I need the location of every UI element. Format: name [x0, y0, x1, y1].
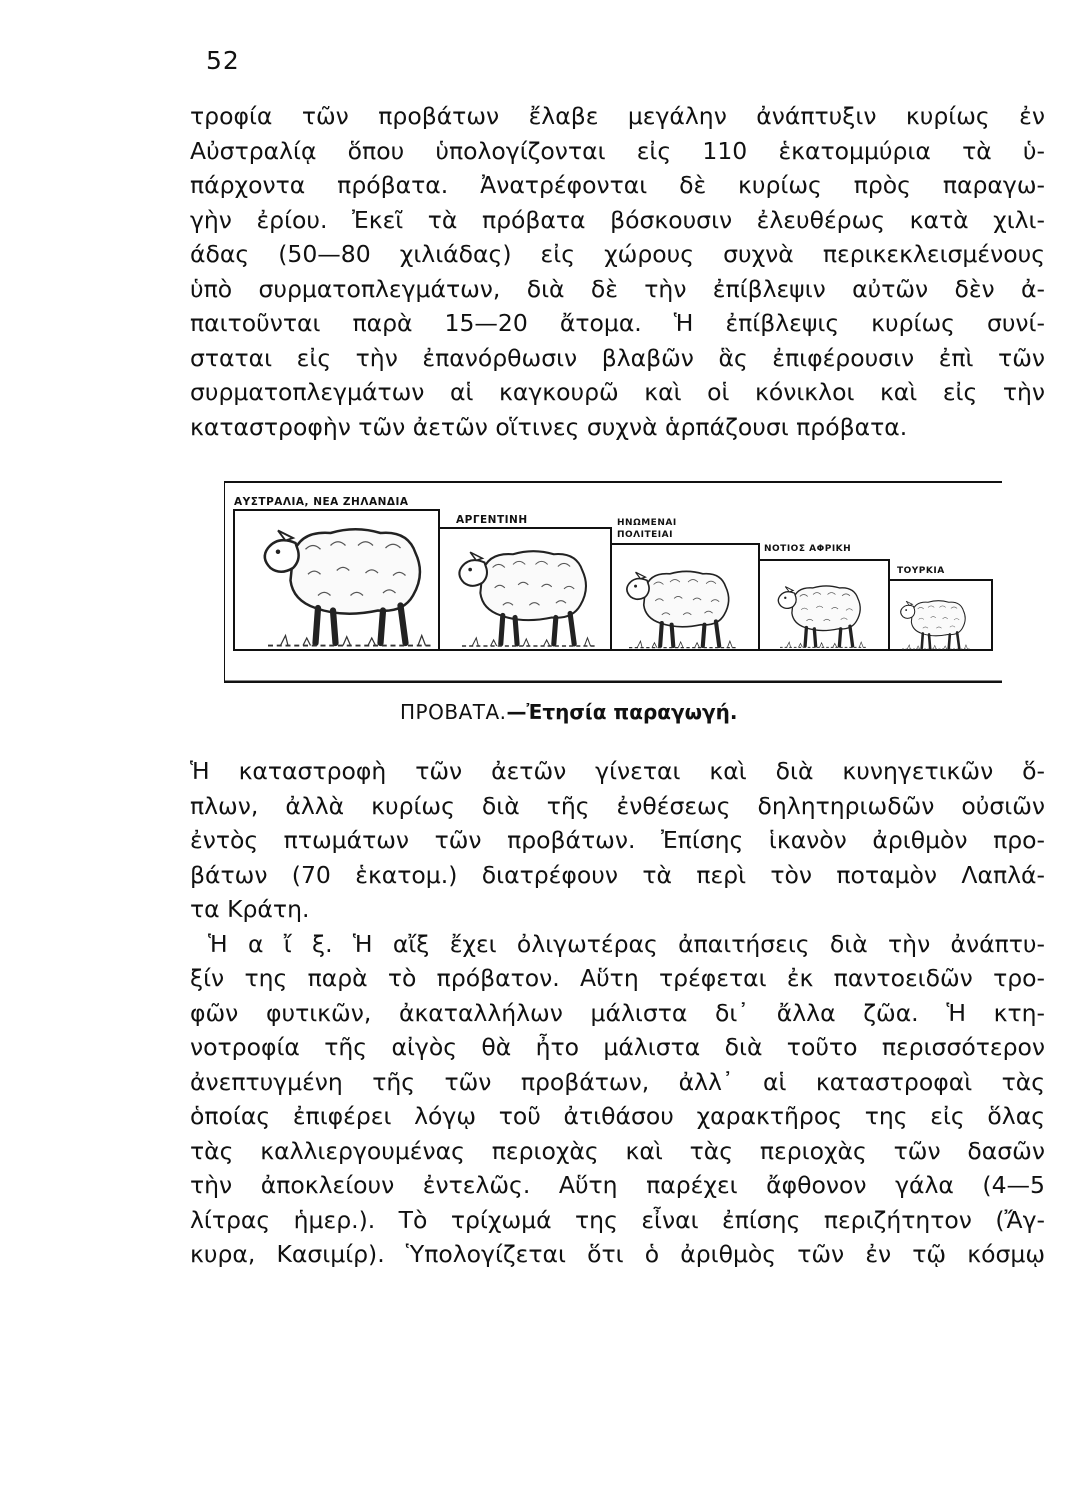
text-line: καταστροφὴν τῶν ἀετῶν οἵτινες συχνὰ ἁρπάζουσι πρόβατα.: [190, 412, 908, 441]
text-line: λίτρας ἡμερ.). Τὸ τρίχωμά της εἶναι ἐπίσης περιζήτητον (Ἄγ-: [190, 1205, 1045, 1234]
text-line: τα Κράτη.: [190, 895, 310, 923]
paragraph-bottom: [190, 754, 1045, 1272]
page-number: 52: [206, 46, 240, 75]
label-usa-line2: ΠΟΛΙΤΕΙΑΙ: [617, 530, 673, 540]
caption-subtitle: —Ἐτησία παραγωγή.: [506, 700, 738, 724]
text-line: βάτων (70 ἑκατομ.) διατρέφουν τὰ περὶ τὸν ποταμὸν Λαπλά-: [190, 860, 1045, 889]
text-line: γὴν ἐρίου. Ἐκεῖ τὰ πρόβατα βόσκουσιν ἐλευθέρως κατὰ χιλι-: [190, 205, 1045, 234]
text-line: άδας (50—80 χιλιάδας) εἰς χώρους συχνὰ περικεκλεισμένους: [190, 240, 1045, 268]
label-turkey: ΤΟΥΡΚΙΑ: [897, 566, 945, 576]
text-line: ὑπὸ συρματοπλεγμάτων, διὰ δὲ τὴν ἐπίβλεψιν αὐτῶν δὲν ἀ-: [190, 274, 1045, 303]
text-line: ἐντὸς πτωμάτων τῶν προβάτων. Ἐπίσης ἱκανὸν ἀριθμὸν προ-: [190, 826, 1045, 854]
text-line: Ἡ καταστροφὴ τῶν ἀετῶν γίνεται καὶ διὰ κυνηγετικῶν ὅ-: [190, 757, 1045, 785]
text-line: συρματοπλεγμάτων αἱ καγκουρῶ καὶ οἱ κόνικλοι καὶ εἰς τὴν: [190, 378, 1045, 406]
sheep-production-figure: [224, 478, 1004, 683]
text-line: πάρχοντα πρόβατα. Ἀνατρέφονται δὲ κυρίως πρὸς παραγω-: [190, 171, 1045, 199]
text-line: σταται εἰς τὴν ἐπανόρθωσιν βλαβῶν ἃς ἐπιφέρουσιν ἐπὶ τῶν: [190, 343, 1045, 372]
label-usa-line1: ΗΝΩΜΕΝΑΙ: [617, 518, 677, 528]
caption-title: ΠΡΟΒΑΤΑ.: [400, 700, 507, 724]
text-line: Αὐστραλίᾳ ὅπου ὑπολογίζονται εἰς 110 ἑκατομμύρια τὰ ὑ-: [190, 136, 1045, 165]
text-line: νοτροφία τῆς αἰγὸς θὰ ἦτο μάλιστα διὰ τοῦτο περισσότερον: [190, 1033, 1045, 1061]
label-south-africa: ΝΟΤΙΟΣ ΑΦΡΙΚΗ: [764, 544, 852, 554]
text-line: κυρα, Κασιμίρ). Ὑπολογίζεται ὅτι ὁ ἀριθμὸς τῶν ἐν τῷ κόσμῳ: [190, 1240, 1045, 1268]
text-line: ἀνεπτυγμένη τῆς τῶν προβάτων, ἀλλ᾽ αἱ καταστροφαὶ τὰς: [190, 1067, 1045, 1096]
text-line: τὴν ἀποκλείουν ἐντελῶς. Αὕτη παρέχει ἄφθονον γάλα (4—5: [190, 1171, 1045, 1199]
text-line: τὰς καλλιεργουμένας περιοχὰς καὶ τὰς περιοχὰς τῶν δασῶν: [190, 1136, 1045, 1165]
label-australia: ΑΥΣΤΡΑΛΙΑ, ΝΕΑ ΖΗΛΑΝΔΙΑ: [234, 496, 409, 508]
text-line: πλων, ἀλλὰ κυρίως διὰ τῆς ἐνθέσεως δηλητηριωδῶν οὐσιῶν: [190, 791, 1045, 820]
text-line: παιτοῦνται παρὰ 15—20 ἄτομα. Ἡ ἐπίβλεψις κυρίως συνί-: [190, 309, 1045, 337]
label-argentina: ΑΡΓΕΝΤΙΝΗ: [456, 514, 528, 526]
paragraph-top: [190, 99, 1045, 444]
figure-caption: [400, 700, 738, 724]
text-line: ὁποίας ἐπιφέρει λόγῳ τοῦ ἀτιθάσου χαρακτῆρος της εἰς ὅλας: [190, 1102, 1045, 1130]
text-line: τροφία τῶν προβάτων ἔλαβε μεγάλην ἀνάπτυξιν κυρίως ἐν: [190, 102, 1045, 130]
sheep-illustration: [224, 478, 1004, 683]
text-line: ξίν της παρὰ τὸ πρόβατον. Αὕτη τρέφεται ἐκ παντοειδῶν τρο-: [190, 964, 1045, 992]
text-line: Ἡ α ἴ ξ. Ἡ αἴξ ἔχει ὀλιγωτέρας ἀπαιτήσεις διὰ τὴν ἀνάπτυ-: [208, 929, 1045, 958]
text-line: φῶν φυτικῶν, ἀκαταλλήλων μάλιστα δι᾽ ἄλλα ζῶα. Ἡ κτη-: [190, 998, 1045, 1027]
